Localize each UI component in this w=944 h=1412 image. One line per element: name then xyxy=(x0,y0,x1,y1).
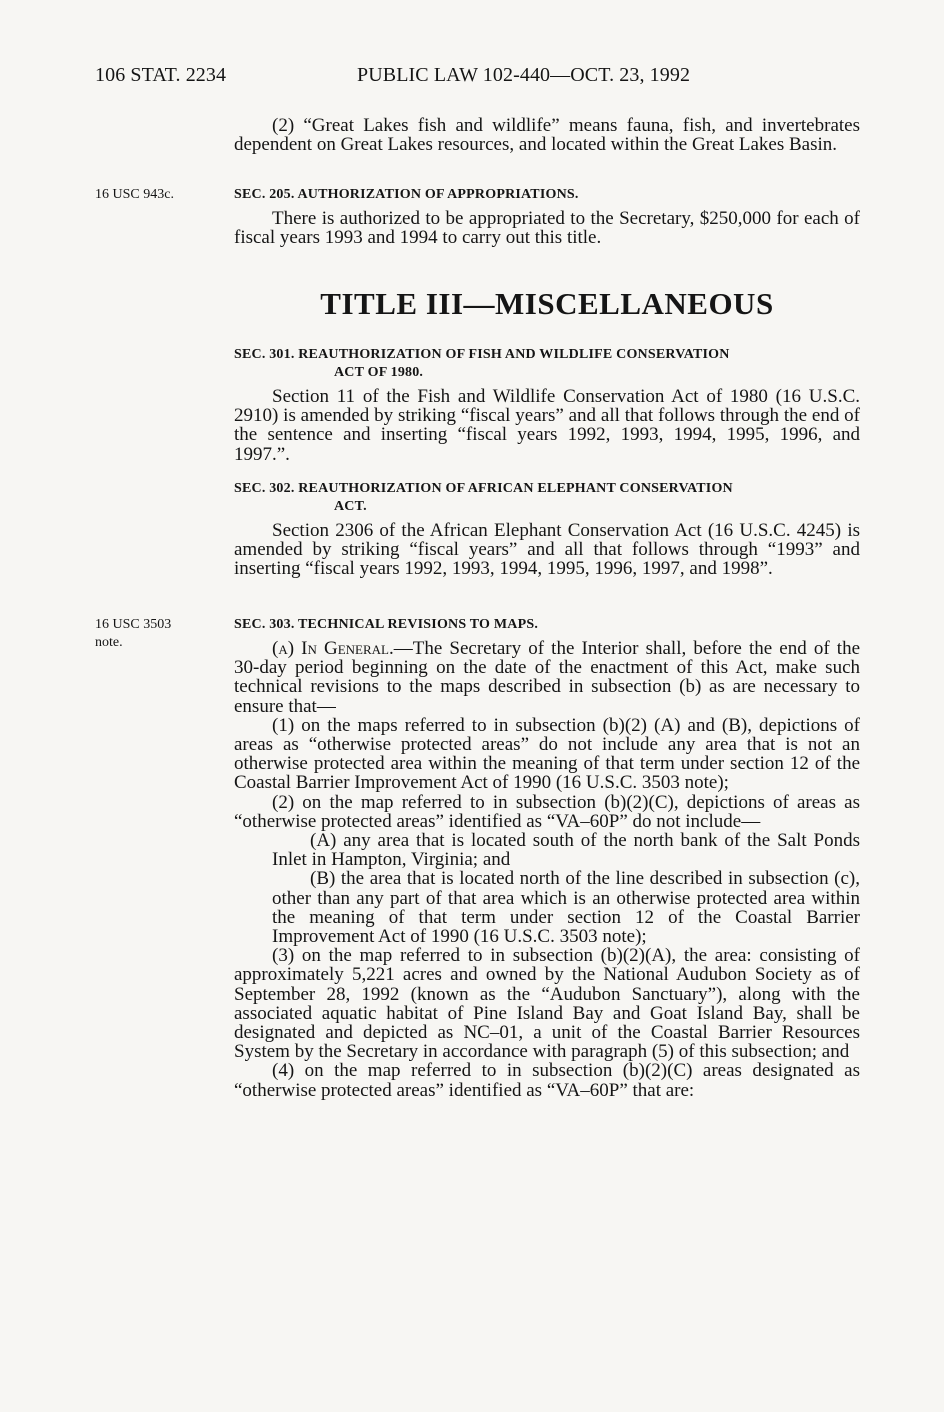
great-lakes-definition-block xyxy=(234,116,860,154)
sec-303-item-4: (4) on the map referred to in subsection (b)(2)(C) areas designated as “otherwise protected areas” identified as “VA–60P” that are: xyxy=(234,1060,860,1101)
sec-302-heading-line2: ACT. xyxy=(334,499,367,514)
sec-301-text: Section 11 of the Fish and Wildlife Conservation Act of 1980 (16 U.S.C. 2910) is amended by striking “fiscal years” and all that follows through the end of the sentence and inserting “fiscal years 1992, 1993, 1994, 1995, 1996, and 1997.”. xyxy=(234,386,860,465)
sec-205 xyxy=(234,186,860,247)
sec-303-item-2-B: (B) the area that is located north of the line described in subsection (c), other than any part of that area which is an otherwise protected area within the meaning of that term under section 12 of the Coastal Barrier Improvement Act of 1990 (16 U.S.C. 3503 note); xyxy=(272,868,860,948)
sec-303 xyxy=(234,616,860,1100)
subsection-a-text: —The Secretary of the Interior shall, before the end of the 30-day period beginning on the date of the enactment of this Act, make such technical revisions to the maps described in subsection (b) as are necessary to ensure that— xyxy=(234,638,861,717)
sec-302-heading xyxy=(234,480,860,516)
margin-note-usc-3503-line1: 16 USC 3503 xyxy=(95,617,172,632)
sec-303-item-1: (1) on the maps referred to in subsection (b)(2) (A) and (B), depictions of areas as “otherwise protected areas” do not include any area that is not an otherwise protected area within the meaning of that term under section 12 of the Coastal Barrier Improvement Act of 1990 (16 U.S.C. 3503 note); xyxy=(234,714,860,794)
sec-303-item-3: (3) on the map referred to in subsection (b)(2)(A), the area: consisting of approximately 5,221 acres and owned by the National Audubon Society as of September 28, 1992 (known as the “Audubon Sanctuary”), along with the associated aquatic habitat of Pine Island Bay and Goat Island Bay, shall be designated and depicted as NC–01, a unit of the Coastal Barrier Resources System by the Secretary in accordance with paragraph (5) of this subsection; and xyxy=(234,945,860,1063)
sec-303-item-2-A: (A) any area that is located south of the north bank of the Salt Ponds Inlet in Hampton, Virginia; and xyxy=(272,830,860,871)
stat-page-reference: 106 STAT. 2234 xyxy=(95,64,227,86)
sec-301-heading xyxy=(234,346,860,382)
public-law-date: PUBLIC LAW 102-440—OCT. 23, 1992 xyxy=(357,64,691,86)
title-heading: TITLE III—MISCELLANEOUS xyxy=(320,286,774,321)
sec-302 xyxy=(234,480,860,579)
sec-301-heading-line2: ACT OF 1980. xyxy=(334,365,424,380)
margin-note-usc-3503-line2: note. xyxy=(95,635,123,650)
margin-note-usc-3503 xyxy=(95,616,171,652)
sec-205-text: There is authorized to be appropriated to the Secretary, $250,000 for each of fiscal years 1993 and 1994 to carry out this title. xyxy=(234,208,860,249)
margin-note-usc-943c: 16 USC 943c. xyxy=(95,187,174,202)
great-lakes-definition: (2) “Great Lakes fish and wildlife” means fauna, fish, and invertebrates dependent on Great Lakes resources, and located within the Great Lakes Basin. xyxy=(234,115,860,156)
sec-302-heading-line1: SEC. 302. REAUTHORIZATION OF AFRICAN ELEPHANT CONSERVATION xyxy=(234,481,733,496)
sec-302-text: Section 2306 of the African Elephant Conservation Act (16 U.S.C. 4245) is amended by striking “fiscal years” and all that follows through “1993” and inserting “fiscal years 1992, 1993, 1994, 1995, 1996, 1997, and 1998”. xyxy=(234,520,860,580)
sec-303-item-2: (2) on the map referred to in subsection (b)(2)(C), depictions of areas as “otherwise protected areas” identified as “VA–60P” do not include— xyxy=(234,791,860,832)
sec-301 xyxy=(234,346,860,464)
sec-301-heading-line1: SEC. 301. REAUTHORIZATION OF FISH AND WILDLIFE CONSERVATION xyxy=(234,347,730,362)
subsection-a-label: (a) In General. xyxy=(272,638,394,659)
sec-303-heading: SEC. 303. TECHNICAL REVISIONS TO MAPS. xyxy=(234,617,539,632)
sec-303-subsection-a xyxy=(234,639,860,716)
sec-205-heading: SEC. 205. AUTHORIZATION OF APPROPRIATIONS. xyxy=(234,187,579,202)
